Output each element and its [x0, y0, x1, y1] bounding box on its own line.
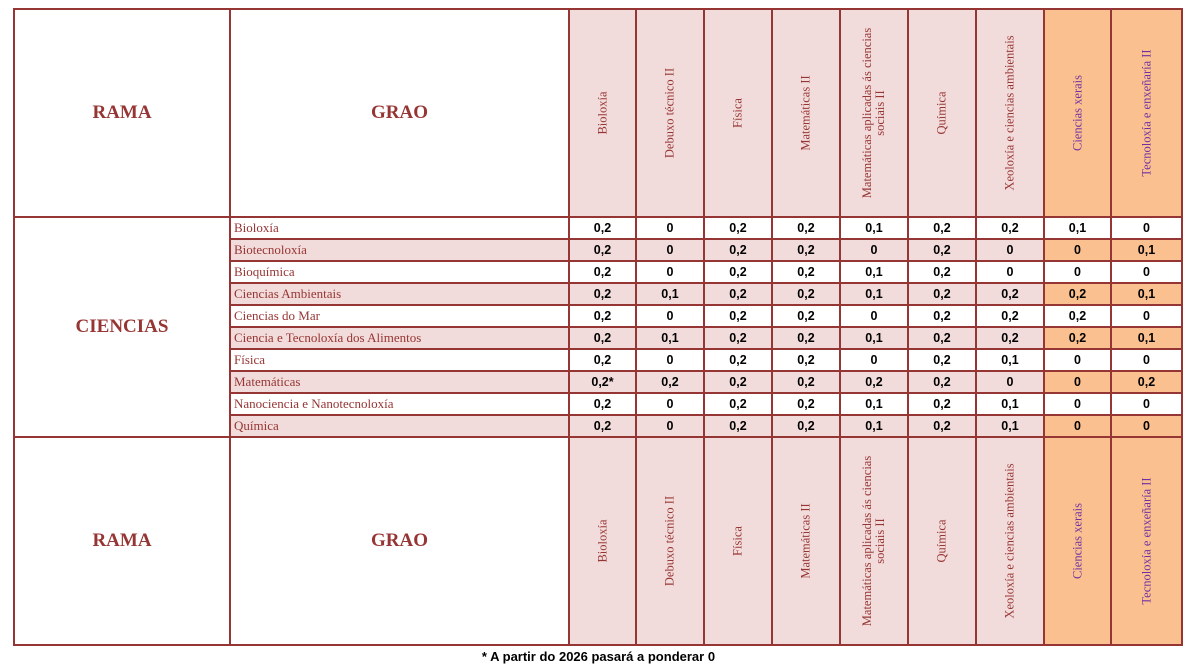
weight-cell: 0,2: [569, 261, 636, 283]
weight-cell: 0,2: [908, 217, 976, 239]
weight-cell: 0: [636, 239, 704, 261]
subject-label: Química: [934, 91, 949, 135]
weight-cell: 0: [1044, 371, 1111, 393]
weight-cell: 0,1: [1111, 327, 1182, 349]
weight-cell: 0: [1044, 415, 1111, 437]
table-wrapper: [13, 8, 1181, 646]
weight-cell: 0,2: [772, 261, 840, 283]
degree-name: Ciencia e Tecnoloxía dos Alimentos: [230, 327, 569, 349]
degree-name: Matemáticas: [230, 371, 569, 393]
degree-name: Bioloxía: [230, 217, 569, 239]
top-subject-header: [636, 9, 704, 217]
subject-label: Física: [730, 98, 745, 128]
weight-cell: 0,2: [772, 415, 840, 437]
weight-cell: 0: [1044, 349, 1111, 371]
weight-cell: 0,2: [704, 283, 772, 305]
degree-name: Bioquímica: [230, 261, 569, 283]
weight-cell: 0,2: [772, 283, 840, 305]
subject-label: Matemáticas II: [798, 75, 813, 151]
weight-cell: 0,1: [840, 327, 908, 349]
weight-cell: 0: [976, 371, 1044, 393]
weight-cell: 0,2: [569, 217, 636, 239]
degree-name: Física: [230, 349, 569, 371]
subject-label: Tecnoloxía e enxeñaría II: [1139, 49, 1153, 177]
weight-cell: 0: [840, 305, 908, 327]
weight-cell: 0,2: [908, 283, 976, 305]
top-subject-header: [908, 9, 976, 217]
bottom-subject-header: [704, 437, 772, 645]
ponderation-table: [13, 8, 1183, 646]
weight-cell: 0,1: [636, 283, 704, 305]
subject-label: Matemáticas II: [798, 503, 813, 579]
weight-cell: 0,2*: [569, 371, 636, 393]
subject-label: Debuxo técnico II: [662, 495, 677, 587]
weight-cell: 0,2: [976, 327, 1044, 349]
weight-cell: 0: [1111, 349, 1182, 371]
top-subject-header: [1111, 9, 1182, 217]
subject-label: Ciencias xerais: [1070, 503, 1084, 580]
weight-cell: 0,2: [908, 239, 976, 261]
weight-cell: 0,2: [569, 349, 636, 371]
top-subject-header: [1044, 9, 1111, 217]
weight-cell: 0,2: [908, 349, 976, 371]
weight-cell: 0,2: [1044, 305, 1111, 327]
weight-cell: 0,2: [840, 371, 908, 393]
weight-cell: 0,2: [1111, 371, 1182, 393]
weight-cell: 0,2: [569, 393, 636, 415]
bottom-subject-header: [1111, 437, 1182, 645]
table-row: [14, 217, 1182, 239]
top-subject-header: [772, 9, 840, 217]
subject-label: Matemáticas aplicadas ás ciencias sociais II: [860, 455, 887, 627]
weight-cell: 0,2: [908, 415, 976, 437]
weight-cell: 0,2: [636, 371, 704, 393]
weight-cell: 0,1: [840, 415, 908, 437]
weight-cell: 0,2: [908, 327, 976, 349]
weight-cell: 0: [976, 239, 1044, 261]
rama-name: CIENCIAS: [14, 217, 230, 437]
bottom-grao-header: GRAO: [230, 437, 569, 645]
bottom-subject-header: [772, 437, 840, 645]
weight-cell: 0,2: [569, 283, 636, 305]
weight-cell: 0,2: [569, 305, 636, 327]
weight-cell: 0,2: [772, 217, 840, 239]
subject-label: Ciencias xerais: [1070, 75, 1084, 152]
weight-cell: 0: [636, 261, 704, 283]
weight-cell: 0,1: [1111, 283, 1182, 305]
degree-name: Ciencias Ambientais: [230, 283, 569, 305]
weight-cell: 0,2: [704, 239, 772, 261]
weight-cell: 0,1: [1111, 239, 1182, 261]
bottom-subject-header: [976, 437, 1044, 645]
weight-cell: 0,2: [976, 217, 1044, 239]
weight-cell: 0: [840, 239, 908, 261]
weight-cell: 0,2: [704, 261, 772, 283]
weight-cell: 0: [1111, 261, 1182, 283]
subject-label: Matemáticas aplicadas ás ciencias sociais II: [860, 27, 887, 199]
weight-cell: 0,2: [772, 239, 840, 261]
bottom-subject-header: [569, 437, 636, 645]
top-rama-header: RAMA: [14, 9, 230, 217]
weight-cell: 0,1: [976, 415, 1044, 437]
degree-name: Ciencias do Mar: [230, 305, 569, 327]
weight-cell: 0,2: [908, 261, 976, 283]
weight-cell: 0,2: [704, 217, 772, 239]
weight-cell: 0,2: [772, 349, 840, 371]
subject-label: Bioloxía: [595, 519, 609, 563]
bottom-subject-header: [636, 437, 704, 645]
weight-cell: 0,2: [908, 393, 976, 415]
weight-cell: 0: [976, 261, 1044, 283]
top-subject-header: [976, 9, 1044, 217]
subject-label: Tecnoloxía e enxeñaría II: [1139, 477, 1153, 605]
top-subject-header: [569, 9, 636, 217]
weight-cell: 0: [636, 415, 704, 437]
weight-cell: 0: [636, 393, 704, 415]
subject-label: Física: [730, 526, 745, 556]
weight-cell: 0: [1044, 393, 1111, 415]
degree-name: Química: [230, 415, 569, 437]
weight-cell: 0,1: [840, 217, 908, 239]
weight-cell: 0,1: [1044, 217, 1111, 239]
weight-cell: 0,2: [772, 371, 840, 393]
weight-cell: 0: [1044, 261, 1111, 283]
weight-cell: 0,2: [569, 239, 636, 261]
footnote: * A partir do 2026 pasará a ponderar 0: [481, 649, 716, 664]
weight-cell: 0,2: [704, 305, 772, 327]
top-subject-header: [704, 9, 772, 217]
weight-cell: 0,2: [772, 327, 840, 349]
weight-cell: 0,2: [772, 393, 840, 415]
degree-name: Biotecnoloxía: [230, 239, 569, 261]
weight-cell: 0,2: [976, 283, 1044, 305]
subject-label: Bioloxía: [595, 91, 609, 135]
weight-cell: 0: [1111, 393, 1182, 415]
bottom-header-row: [14, 437, 1182, 645]
weight-cell: 0,2: [704, 349, 772, 371]
weight-cell: 0,2: [704, 415, 772, 437]
weight-cell: 0,2: [1044, 327, 1111, 349]
weight-cell: 0,2: [976, 305, 1044, 327]
bottom-rama-header: RAMA: [14, 437, 230, 645]
top-header-row: [14, 9, 1182, 217]
weight-cell: 0,1: [976, 393, 1044, 415]
weight-cell: 0: [1044, 239, 1111, 261]
subject-label: Química: [934, 519, 949, 563]
weight-cell: 0,1: [636, 327, 704, 349]
bottom-subject-header: [908, 437, 976, 645]
weight-cell: 0: [840, 349, 908, 371]
weight-cell: 0,2: [569, 327, 636, 349]
weight-cell: 0: [1111, 217, 1182, 239]
weight-cell: 0: [636, 217, 704, 239]
weight-cell: 0,1: [976, 349, 1044, 371]
subject-label: Debuxo técnico II: [662, 67, 677, 159]
weight-cell: 0,1: [840, 393, 908, 415]
bottom-subject-header: [840, 437, 908, 645]
weight-cell: 0,2: [704, 393, 772, 415]
degree-name: Nanociencia e Nanotecnoloxía: [230, 393, 569, 415]
weight-cell: 0,2: [569, 415, 636, 437]
weight-cell: 0,2: [772, 305, 840, 327]
weight-cell: 0: [636, 349, 704, 371]
weight-cell: 0,2: [704, 371, 772, 393]
weight-cell: 0: [1111, 305, 1182, 327]
subject-label: Xeoloxía e ciencias ambientais: [1002, 35, 1017, 191]
weight-cell: 0: [636, 305, 704, 327]
top-grao-header: GRAO: [230, 9, 569, 217]
bottom-subject-header: [1044, 437, 1111, 645]
weight-cell: 0,2: [1044, 283, 1111, 305]
table-body: [14, 9, 1182, 645]
weight-cell: 0,1: [840, 261, 908, 283]
weight-cell: 0: [1111, 415, 1182, 437]
weight-cell: 0,1: [840, 283, 908, 305]
weight-cell: 0,2: [704, 327, 772, 349]
subject-label: Xeoloxía e ciencias ambientais: [1002, 463, 1017, 619]
weight-cell: 0,2: [908, 371, 976, 393]
top-subject-header: [840, 9, 908, 217]
weight-cell: 0,2: [908, 305, 976, 327]
